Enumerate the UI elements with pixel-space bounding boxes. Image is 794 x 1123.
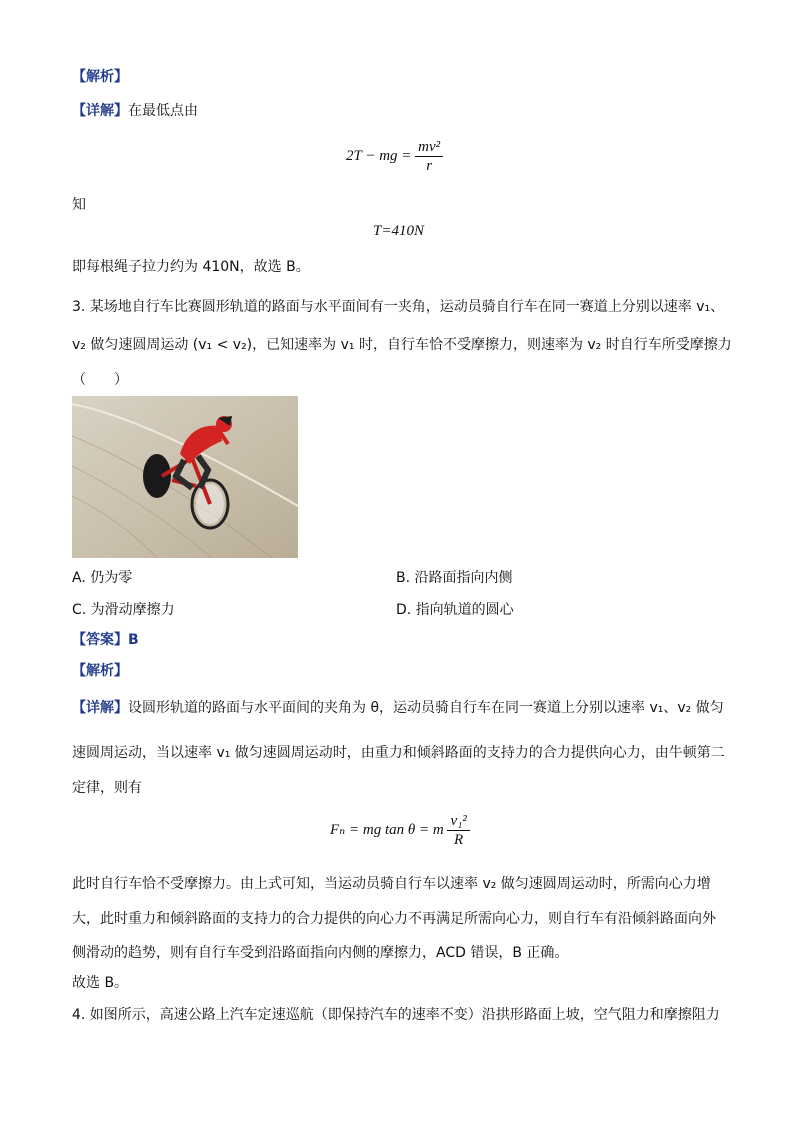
fraction-denominator: r bbox=[426, 158, 433, 174]
fraction-denominator: R bbox=[454, 832, 464, 848]
analysis-tag-1: 【解析】 bbox=[72, 69, 128, 85]
question-3-line-2: v₂ 做匀速圆周运动 (v₁ < v₂)，已知速率为 v₁ 时，自行车恰不受摩擦力，则速率为 v₂ 时自行车所受摩擦力 bbox=[72, 337, 732, 353]
equation-fraction bbox=[415, 138, 443, 175]
para-2-line-4: 故选 B。 bbox=[72, 975, 129, 991]
detail-2-line-1 bbox=[72, 697, 724, 717]
equation-centripetal bbox=[330, 812, 470, 849]
equation-result: T=410N bbox=[373, 223, 424, 239]
detail-1-line bbox=[72, 100, 198, 120]
equation-lhs: Fₙ = mg tan θ = m bbox=[330, 821, 444, 838]
option-c: C. 为滑动摩擦力 bbox=[72, 602, 175, 618]
fraction-numerator: mv² bbox=[415, 138, 443, 157]
equation-lhs: 2T − mg = bbox=[346, 147, 412, 164]
equation-fraction bbox=[447, 812, 469, 849]
para-2-line-3: 侧滑动的趋势，则有自行车受到沿路面指向内侧的摩擦力，ACD 错误，B 正确。 bbox=[72, 945, 569, 961]
para-2-line-2: 大，此时重力和倾斜路面的支持力的合力提供的向心力不再满足所需向心力，则自行车有沿倾斜路面向外 bbox=[72, 911, 716, 927]
analysis-tag-2: 【解析】 bbox=[72, 663, 128, 679]
detail-text: 在最低点由 bbox=[128, 103, 198, 119]
cyclist-photo bbox=[72, 396, 298, 558]
option-a: A. 仍为零 bbox=[72, 570, 133, 586]
conclusion-line: 即每根绳子拉力约为 410N，故选 B。 bbox=[72, 259, 310, 275]
para-2-line-1: 此时自行车恰不受摩擦力。由上式可知，当运动员骑自行车以速率 v₂ 做匀速圆周运动时，所需向心力增 bbox=[72, 876, 711, 892]
equation-tension bbox=[346, 138, 443, 175]
question-3-line-3: （ ） bbox=[72, 372, 128, 388]
detail-2-line-3: 定律，则有 bbox=[72, 780, 142, 796]
detail-2-line-2: 速圆周运动，当以速率 v₁ 做匀速圆周运动时，由重力和倾斜路面的支持力的合力提供向心力，由牛顿第二 bbox=[72, 745, 725, 761]
detail-tag: 【详解】 bbox=[72, 103, 128, 119]
detail-tag: 【详解】 bbox=[72, 700, 128, 716]
know-text: 知 bbox=[72, 197, 86, 213]
answer-tag: 【答案】B bbox=[72, 632, 139, 648]
option-d: D. 指向轨道的圆心 bbox=[396, 602, 514, 618]
detail-text: 设圆形轨道的路面与水平面间的夹角为 θ，运动员骑自行车在同一赛道上分别以速率 v₁、v₂ 做匀 bbox=[128, 700, 724, 716]
option-b: B. 沿路面指向内侧 bbox=[396, 570, 513, 586]
fraction-numerator: v₁² bbox=[447, 812, 469, 831]
question-4-line-1: 4. 如图所示，高速公路上汽车定速巡航（即保持汽车的速率不变）沿拱形路面上坡，空气阻力和摩擦阻力 bbox=[72, 1007, 720, 1023]
question-3-line-1: 3. 某场地自行车比赛圆形轨道的路面与水平面间有一夹角，运动员骑自行车在同一赛道上分别以速率 v₁、 bbox=[72, 299, 725, 315]
